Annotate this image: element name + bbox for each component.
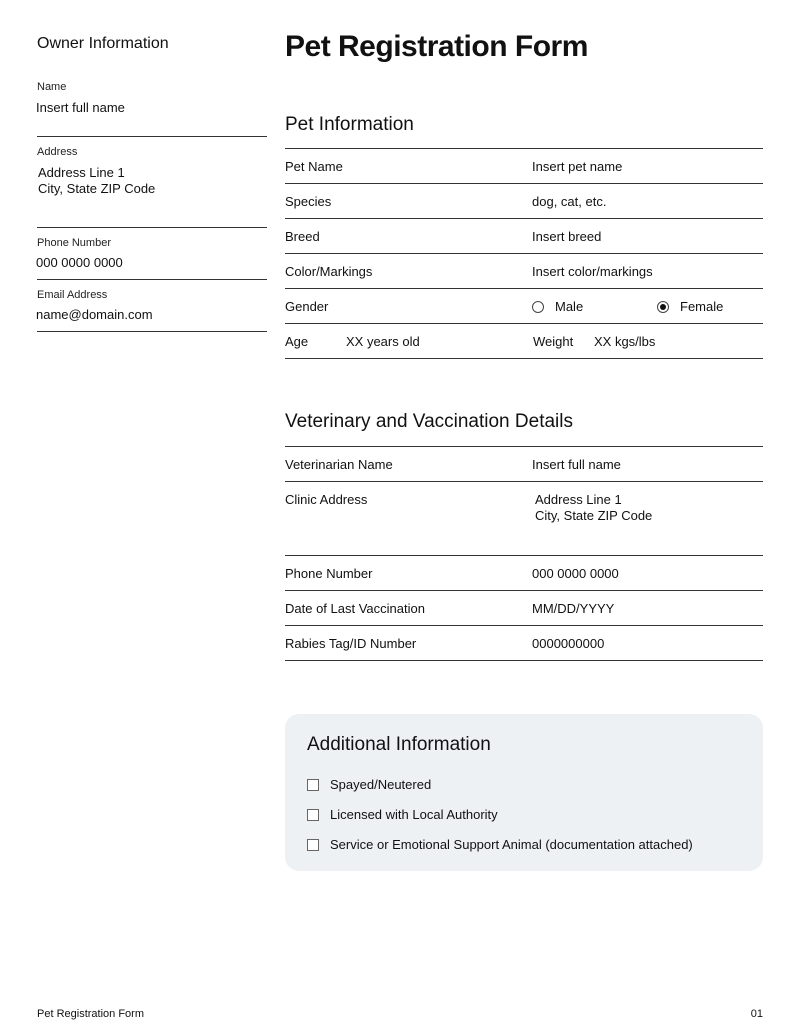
weight-label: Weight — [533, 334, 574, 349]
page-number: 01 — [750, 1008, 763, 1020]
species-row[interactable] — [285, 184, 763, 219]
pet-name-label: Pet Name — [285, 159, 343, 174]
owner-name-label: Name — [37, 81, 67, 93]
additional-information-panel — [285, 714, 763, 871]
breed-input[interactable]: Insert breed — [532, 229, 602, 244]
page-title: Pet Registration Form — [285, 30, 588, 63]
species-label: Species — [285, 194, 332, 209]
clinic-address-label: Clinic Address — [285, 492, 368, 507]
rabies-tag-input[interactable]: 0000000000 — [532, 636, 605, 651]
age-label: Age — [285, 334, 309, 349]
owner-phone-label: Phone Number — [37, 237, 111, 249]
weight-input[interactable]: XX kgs/lbs — [594, 334, 656, 349]
licensed-label: Licensed with Local Authority — [330, 807, 498, 822]
age-input[interactable]: XX years old — [346, 334, 420, 349]
gender-row — [285, 289, 763, 324]
owner-email-input[interactable]: name@domain.com — [36, 307, 153, 322]
clinic-address-row[interactable] — [285, 482, 763, 556]
breed-row[interactable] — [285, 219, 763, 254]
gender-female-label: Female — [680, 299, 724, 314]
owner-email-field[interactable] — [37, 280, 267, 332]
pet-name-input[interactable]: Insert pet name — [532, 159, 623, 174]
species-input[interactable]: dog, cat, etc. — [532, 194, 607, 209]
vet-phone-label: Phone Number — [285, 566, 373, 581]
owner-name-field[interactable] — [37, 74, 267, 137]
pet-information-table — [285, 148, 763, 359]
service-animal-checkbox[interactable] — [307, 837, 693, 852]
vet-phone-input[interactable]: 000 0000 0000 — [532, 566, 619, 581]
pet-name-row[interactable] — [285, 149, 763, 184]
color-markings-row[interactable] — [285, 254, 763, 289]
vet-details-table — [285, 446, 763, 661]
licensed-checkbox[interactable] — [307, 807, 498, 822]
vet-name-row[interactable] — [285, 447, 763, 482]
service-animal-label: Service or Emotional Support Animal (documentation attached) — [330, 837, 693, 852]
last-vaccination-input[interactable]: MM/DD/YYYY — [532, 601, 615, 616]
vet-details-title: Veterinary and Vaccination Details — [285, 411, 573, 432]
owner-email-label: Email Address — [37, 289, 108, 301]
footer-title: Pet Registration Form — [37, 1008, 144, 1020]
owner-phone-field[interactable] — [37, 228, 267, 280]
color-markings-input[interactable]: Insert color/markings — [532, 264, 653, 279]
owner-phone-input[interactable]: 000 0000 0000 — [36, 255, 123, 270]
age-weight-row — [285, 324, 763, 359]
owner-information-panel — [37, 34, 267, 332]
gender-female-radio[interactable] — [657, 299, 723, 314]
owner-information-title: Owner Information — [37, 35, 169, 52]
last-vaccination-label: Date of Last Vaccination — [285, 601, 425, 616]
owner-address-input[interactable]: Address Line 1 City, State ZIP Code — [38, 165, 156, 196]
vet-phone-row[interactable] — [285, 556, 763, 591]
rabies-tag-label: Rabies Tag/ID Number — [285, 636, 417, 651]
last-vaccination-row[interactable] — [285, 591, 763, 626]
color-markings-label: Color/Markings — [285, 264, 373, 279]
checkbox-icon[interactable] — [307, 809, 319, 821]
breed-label: Breed — [285, 229, 320, 244]
owner-address-label: Address — [37, 146, 78, 158]
pet-information-title: Pet Information — [285, 114, 414, 135]
gender-male-label: Male — [555, 299, 584, 314]
checkbox-icon[interactable] — [307, 839, 319, 851]
radio-checked-icon[interactable] — [657, 301, 669, 313]
checkbox-icon[interactable] — [307, 779, 319, 791]
owner-name-input[interactable]: Insert full name — [36, 100, 125, 115]
owner-address-field[interactable] — [37, 137, 267, 228]
vet-name-label: Veterinarian Name — [285, 457, 393, 472]
spayed-neutered-checkbox[interactable] — [307, 777, 431, 792]
vet-name-input[interactable]: Insert full name — [532, 457, 621, 472]
spayed-neutered-label: Spayed/Neutered — [330, 777, 432, 792]
rabies-tag-row[interactable] — [285, 626, 763, 661]
clinic-address-input[interactable]: Address Line 1 City, State ZIP Code — [535, 492, 653, 523]
radio-unchecked-icon[interactable] — [532, 301, 544, 313]
gender-label: Gender — [285, 299, 329, 314]
additional-information-title: Additional Information — [307, 734, 491, 755]
gender-male-radio[interactable] — [532, 299, 583, 314]
